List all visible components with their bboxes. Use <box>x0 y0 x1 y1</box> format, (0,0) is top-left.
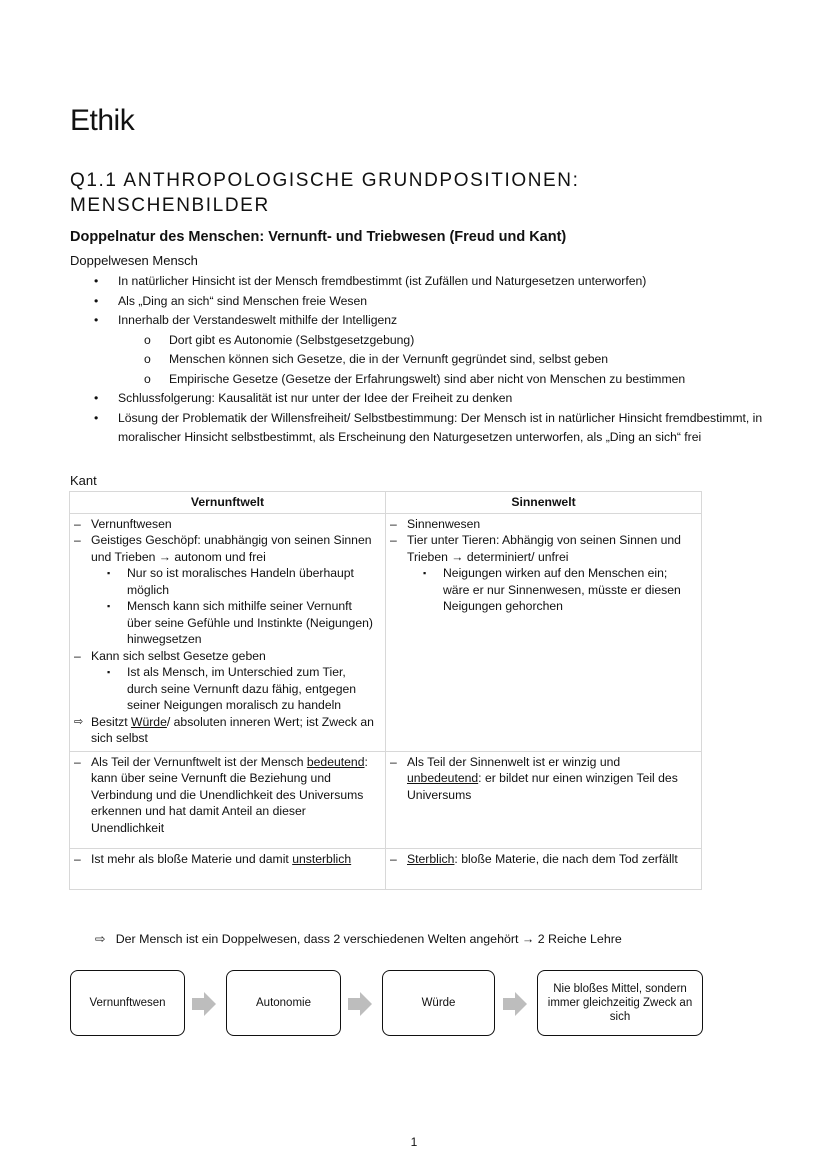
label-kant: Kant <box>70 473 97 488</box>
flow-box-wuerde: Würde <box>382 970 495 1036</box>
cell-text: Geistiges Geschöpf: unabhängig von seinen Sinnen und Trieben → autonom und frei <box>91 533 372 564</box>
list-item-text: Als „Ding an sich“ sind Menschen freie Wesen <box>118 293 368 308</box>
bullet-marker: • <box>94 391 99 405</box>
kant-table <box>69 491 702 890</box>
square-marker: ▪ <box>107 601 111 611</box>
cell-text: Als Teil der Sinnenwelt ist er winzig und <box>407 754 621 769</box>
flow-arrow-icon <box>192 992 216 1016</box>
list-item-text: Innerhalb der Verstandeswelt mithilfe der Intelligenz <box>118 313 398 327</box>
table-row <box>70 751 702 848</box>
flow-diagram <box>70 968 704 1040</box>
underlined-term: bedeutend <box>306 754 365 769</box>
dash-marker: – <box>390 533 397 547</box>
table-cell <box>386 848 702 889</box>
table-cell <box>70 751 386 848</box>
cell-item <box>74 754 381 837</box>
cell-text: Ist als Mensch, im Unterschied zum Tier, durch seine Vernunft dazu fähig, entgegen seiner Neigungen moralisch zu handeln <box>127 665 357 712</box>
bullet-marker: • <box>94 313 99 327</box>
list-item <box>70 389 770 409</box>
flow-arrow-icon <box>503 992 527 1016</box>
cell-text: Neigungen wirken auf den Menschen ein; wäre er nur Sinnenwesen, müsste er diesen Neigungen gehorchen <box>443 566 681 613</box>
list-item <box>70 292 770 312</box>
sub-list-item <box>70 370 770 390</box>
flow-arrow-shape <box>503 992 527 1016</box>
bullet-marker: • <box>94 274 99 288</box>
section-heading: Q1.1 ANTHROPOLOGISCHE GRUNDPOSITIONEN: MENSCHENBILDER <box>70 170 580 216</box>
cell-item <box>390 516 697 533</box>
arrow-icon: ⇨ <box>95 932 106 946</box>
cell-text: : er bildet nur einen winzigen Teil des Universums <box>407 771 678 802</box>
dash-marker: – <box>390 851 397 866</box>
cell-text: Mensch kann sich mithilfe seiner Vernunft über seine Gefühle und Instinkte (Neigungen) hinwegsetzen <box>127 599 373 646</box>
square-marker: ▪ <box>107 667 111 677</box>
square-marker: ▪ <box>107 568 111 578</box>
cell-item <box>390 532 697 565</box>
flow-box-vernunftwesen: Vernunftwesen <box>70 970 185 1036</box>
underlined-term: Würde <box>130 714 167 729</box>
list-item-text: Empirische Gesetze (Gesetze der Erfahrungswelt) sind aber nicht von Menschen zu bestimmen <box>169 371 686 386</box>
list-item-text: Menschen können sich Gesetze, die in der Vernunft gegründet sind, selbst geben <box>169 352 609 366</box>
dash-marker: – <box>390 516 397 531</box>
dash-marker: – <box>74 851 81 866</box>
flow-arrow-shape <box>348 992 372 1016</box>
dash-marker: – <box>74 754 81 769</box>
underlined-term: unsterblich <box>292 851 352 866</box>
square-marker: ▪ <box>423 568 427 578</box>
cell-sub-item <box>74 598 381 648</box>
cell-text: Als Teil der Vernunftwelt ist der Mensch <box>91 754 307 769</box>
table-cell <box>386 751 702 848</box>
page-number: 1 <box>410 1135 418 1149</box>
sub-bullet-marker: o <box>144 352 151 366</box>
list-item-text: Dort gibt es Autonomie (Selbstgesetzgebung) <box>169 332 415 347</box>
header-vernunftwelt: Vernunftwelt <box>70 492 386 514</box>
cell-text: : kann über seine Vernunft die Beziehung und Verbindung und die Unendlichkeit des Universums erkennen und hat damit Anteil an dieser Unendlichkeit <box>91 754 368 835</box>
cell-text: Besitzt <box>91 714 131 729</box>
cell-text: Tier unter Tieren: Abhängig von seinen Sinnen und Trieben → determiniert/ unfrei <box>407 533 681 564</box>
cell-item <box>74 516 381 533</box>
cell-item <box>390 851 697 868</box>
bullet-marker: • <box>94 293 99 308</box>
sub-bullet-marker: o <box>144 332 151 347</box>
sub-bullet-marker: o <box>144 371 151 386</box>
cell-sub-item <box>74 565 381 598</box>
cell-sub-item <box>74 664 381 714</box>
underlined-term: Sterblich <box>407 851 455 866</box>
dash-marker: – <box>74 516 81 531</box>
table-cell <box>70 513 386 751</box>
cell-text: / absoluten inneren Wert; ist Zweck an sich selbst <box>91 714 374 745</box>
conclusion <box>95 931 622 946</box>
table-header-row <box>70 492 702 514</box>
list-item <box>70 311 770 331</box>
sub-list-item <box>70 350 770 370</box>
dash-marker: – <box>74 533 81 547</box>
label-doppelwesen: Doppelwesen Mensch <box>70 253 198 268</box>
cell-text: Sinnenwesen <box>407 516 481 531</box>
cell-item <box>74 648 381 665</box>
bullet-marker: • <box>94 410 99 425</box>
list-item-text: In natürlicher Hinsicht ist der Mensch fremdbestimmt (ist Zufällen und Naturgesetzen unterworfen) <box>118 274 647 288</box>
flow-arrow-shape <box>192 992 216 1016</box>
bullet-list <box>70 272 770 448</box>
cell-text: : bloße Materie, die nach dem Tod zerfällt <box>454 851 678 866</box>
header-sinnenwelt: Sinnenwelt <box>386 492 702 514</box>
cell-item <box>74 851 381 868</box>
subheading: Doppelnatur des Menschen: Vernunft- und Triebwesen (Freud und Kant) <box>70 229 567 245</box>
table-cell <box>386 513 702 751</box>
underlined-term: unbedeutend <box>407 771 479 785</box>
cell-item <box>74 532 381 565</box>
table-row <box>70 513 702 751</box>
cell-arrow-item <box>74 714 381 747</box>
table-cell <box>70 848 386 889</box>
flow-arrow-icon <box>348 992 372 1016</box>
flow-box-autonomie: Autonomie <box>226 970 341 1036</box>
cell-text: Ist mehr als bloße Materie und damit <box>91 851 293 866</box>
table-row <box>70 848 702 889</box>
dash-marker: – <box>74 648 81 663</box>
cell-sub-item <box>390 565 697 615</box>
conclusion-text: Der Mensch ist ein Doppelwesen, dass 2 verschiedenen Welten angehört → 2 Reiche Lehre <box>115 932 622 946</box>
flow-box-zweck: Nie bloßes Mittel, sondern immer gleichzeitig Zweck an sich <box>537 970 703 1036</box>
list-item-text: Schlussfolgerung: Kausalität ist nur unter der Idee der Freiheit zu denken <box>118 391 513 405</box>
cell-text: Vernunftwesen <box>91 516 172 531</box>
cell-text: Nur so ist moralisches Handeln überhaupt möglich <box>127 566 354 597</box>
list-item <box>70 409 770 448</box>
cell-text: Kann sich selbst Gesetze geben <box>91 648 266 663</box>
cell-item <box>390 754 697 804</box>
page-title: Ethik <box>70 104 135 137</box>
arrow-icon: ⇨ <box>74 715 84 728</box>
sub-list-item <box>70 331 770 351</box>
dash-marker: – <box>390 754 397 769</box>
list-item-text: Lösung der Problematik der Willensfreiheit/ Selbstbestimmung: Der Mensch ist in natürlicher Hinsicht fremdbestimmt, in moralischer Hinsicht selbstbestimmt, als Erscheinung den Naturgesetzen unterworfen, als „Ding an sich“ frei <box>118 410 763 444</box>
list-item <box>70 272 770 292</box>
